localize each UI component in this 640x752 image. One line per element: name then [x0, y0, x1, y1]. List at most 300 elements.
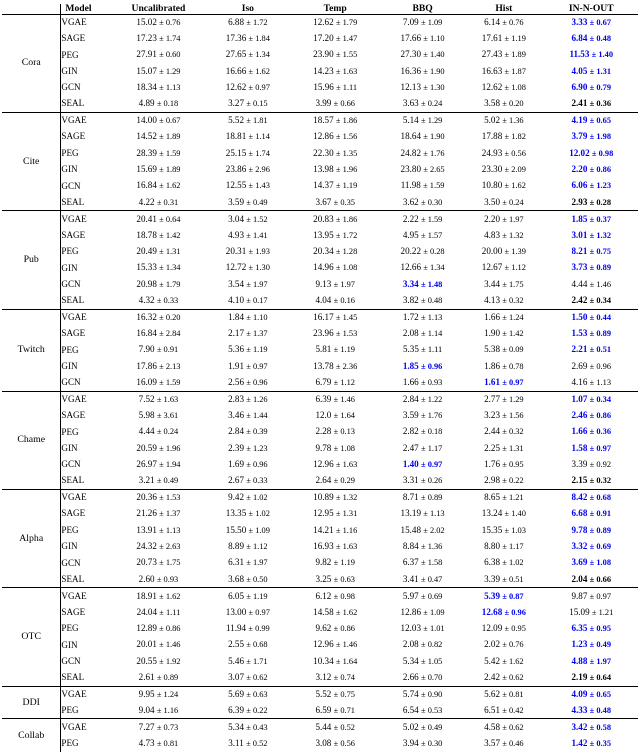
metric-cell: 6.68 ± 0.91 [571, 508, 612, 519]
metric-cell: 12.86 ± 1.56 [313, 131, 358, 142]
metric-cell: 4.58 ± 0.62 [463, 719, 544, 735]
metric-cell: 6.38 ± 1.02 [484, 557, 524, 568]
model-label: GCN [61, 82, 81, 93]
model-label: PEG [61, 623, 79, 634]
metric-cell: 14.21 ± 1.16 [313, 524, 358, 535]
metric-cell: 16.66 ± 1.62 [225, 65, 270, 76]
metric-cell: 27.43 ± 1.89 [481, 49, 526, 60]
metric-cell: 10.89 ± 1.32 [288, 489, 381, 505]
metric-cell: 12.96 ± 1.63 [313, 459, 358, 470]
metric-cell: 6.84 ± 0.48 [571, 32, 612, 43]
metric-cell: 2.41 ± 0.36 [571, 98, 612, 109]
metric-cell: 5.39 ± 0.87 [463, 588, 544, 604]
model-label: PEG [61, 49, 79, 60]
metric-cell: 3.42 ± 0.58 [544, 719, 638, 735]
table-row [2, 571, 638, 587]
model-label: GIN [61, 360, 78, 371]
metric-cell: 12.62 ± 0.97 [225, 82, 270, 93]
table-row [2, 440, 638, 456]
metric-cell: 6.54 ± 0.53 [402, 704, 443, 715]
metric-cell: 13.00 ± 0.97 [225, 606, 270, 617]
metric-cell: 1.66 ± 0.93 [402, 376, 443, 387]
metric-cell: 6.39 ± 0.22 [228, 704, 268, 715]
metric-cell: 20.00 ± 1.39 [481, 246, 526, 257]
metric-cell: 12.13 ± 1.30 [400, 82, 445, 93]
metric-cell: 2.44 ± 0.32 [484, 426, 524, 437]
metric-cell: 17.23 ± 1.74 [136, 32, 181, 43]
metric-cell: 15.96 ± 1.11 [313, 82, 358, 93]
table-row [2, 522, 638, 538]
metric-cell: 2.93 ± 0.28 [571, 196, 612, 207]
metric-cell: 6.12 ± 0.98 [288, 588, 381, 604]
metric-cell: 2.28 ± 0.13 [315, 426, 355, 437]
table-row [2, 621, 638, 637]
table-row [2, 489, 638, 505]
metric-cell: 2.83 ± 1.26 [207, 391, 288, 407]
model-label: SEAL [61, 672, 85, 683]
metric-cell: 11.94 ± 0.99 [225, 623, 270, 634]
metric-cell: 2.42 ± 0.62 [484, 671, 524, 682]
metric-cell: 5.97 ± 0.69 [382, 588, 463, 604]
metric-cell: 9.42 ± 1.02 [207, 489, 288, 505]
table-body [2, 14, 638, 752]
metric-cell: 18.78 ± 1.42 [136, 229, 181, 240]
metric-cell: 14.52 ± 1.89 [136, 131, 181, 142]
metric-cell: 1.76 ± 0.95 [484, 459, 524, 470]
table-row [2, 358, 638, 374]
model-label: SAGE [61, 131, 86, 142]
metric-cell: 6.31 ± 1.97 [228, 557, 268, 568]
table-row [2, 506, 638, 522]
table-row [2, 375, 638, 391]
model-label: GIN [61, 442, 78, 453]
metric-cell: 12.62 ± 1.08 [481, 82, 526, 93]
metric-cell: 3.27 ± 0.15 [228, 98, 268, 109]
model-label: SEAL [61, 98, 85, 109]
model-label: GCN [61, 459, 81, 470]
metric-cell: 15.50 ± 1.09 [225, 524, 270, 535]
metric-cell: 3.73 ± 0.89 [571, 262, 612, 273]
table-row [2, 588, 638, 604]
metric-cell: 2.55 ± 0.68 [228, 639, 268, 650]
metric-cell: 16.84 ± 1.62 [136, 180, 181, 191]
table-row [2, 96, 638, 112]
table-header [2, 4, 638, 14]
metric-cell: 27.65 ± 1.34 [225, 49, 270, 60]
metric-cell: 1.58 ± 0.97 [571, 442, 612, 453]
model-label: SEAL [61, 196, 85, 207]
metric-cell: 17.36 ± 1.84 [225, 32, 270, 43]
metric-cell: 20.55 ± 1.92 [136, 655, 181, 666]
metric-cell: 3.11 ± 0.52 [228, 737, 268, 748]
header-row [2, 4, 638, 14]
metric-cell: 12.55 ± 1.43 [225, 180, 270, 191]
table-row [2, 342, 638, 358]
table-row [2, 604, 638, 620]
metric-cell: 5.81 ± 1.19 [315, 344, 355, 355]
metric-cell: 13.95 ± 1.72 [313, 229, 358, 240]
model-label: VGAE [61, 686, 110, 702]
model-label: VGAE [61, 391, 110, 407]
metric-cell: 9.13 ± 1.97 [315, 278, 355, 289]
metric-cell: 15.48 ± 2.02 [400, 524, 445, 535]
model-label: PEG [61, 524, 79, 535]
metric-cell: 12.96 ± 1.46 [313, 639, 358, 650]
metric-cell: 2.66 ± 0.70 [402, 671, 443, 682]
model-label: VGAE [61, 719, 110, 735]
table-row [2, 227, 638, 243]
metric-cell: 8.71 ± 0.89 [382, 489, 463, 505]
metric-cell: 7.27 ± 0.73 [110, 719, 208, 735]
metric-cell: 7.90 ± 0.91 [138, 344, 179, 355]
model-label: SAGE [61, 410, 86, 421]
metric-cell: 5.52 ± 0.75 [288, 686, 381, 702]
metric-cell: 28.39 ± 1.59 [136, 147, 181, 158]
metric-cell: 5.14 ± 1.29 [382, 112, 463, 128]
metric-cell: 25.15 ± 1.74 [225, 147, 270, 158]
model-label: PEG [61, 737, 79, 748]
metric-cell: 3.99 ± 0.66 [315, 98, 355, 109]
metric-cell: 4.22 ± 0.31 [138, 196, 179, 207]
metric-cell: 14.00 ± 0.67 [110, 112, 208, 128]
metric-cell: 2.02 ± 0.76 [484, 639, 524, 650]
metric-cell: 3.32 ± 0.69 [571, 541, 612, 552]
metric-cell: 15.35 ± 1.03 [481, 524, 526, 535]
metric-cell: 4.44 ± 1.46 [571, 278, 612, 289]
metric-cell: 12.03 ± 1.01 [400, 623, 445, 634]
metric-cell: 16.84 ± 2.84 [136, 328, 181, 338]
metric-cell: 13.78 ± 2.36 [313, 360, 358, 371]
metric-cell: 2.64 ± 0.29 [315, 475, 355, 486]
dataset-label: DDI [2, 686, 61, 719]
metric-cell: 20.59 ± 1.96 [136, 442, 181, 453]
metric-cell: 16.32 ± 0.20 [110, 309, 208, 325]
metric-cell: 3.44 ± 1.75 [484, 278, 524, 289]
model-label: GIN [61, 541, 78, 552]
model-label: PEG [61, 704, 79, 715]
model-label: SEAL [61, 295, 85, 306]
metric-cell: 7.52 ± 1.63 [110, 391, 208, 407]
model-label: VGAE [61, 16, 87, 27]
metric-cell: 5.38 ± 0.09 [484, 344, 524, 355]
metric-cell: 8.21 ± 0.75 [571, 246, 612, 257]
metric-cell: 9.87 ± 0.97 [544, 588, 638, 604]
dataset-label: Chame [2, 391, 61, 489]
model-label: GIN [61, 262, 78, 273]
table-row [2, 473, 638, 489]
metric-cell: 24.04 ± 1.11 [136, 606, 181, 617]
metric-cell: 3.57 ± 0.46 [484, 737, 524, 748]
metric-cell: 4.73 ± 0.81 [138, 737, 179, 748]
metric-cell: 5.34 ± 1.05 [402, 655, 443, 666]
metric-cell: 4.19 ± 0.65 [544, 112, 638, 128]
model-label: SAGE [61, 606, 86, 617]
metric-cell: 27.91 ± 0.60 [136, 49, 181, 60]
table-row [2, 703, 638, 719]
metric-cell: 17.61 ± 1.19 [481, 32, 526, 43]
metric-cell: 4.13 ± 0.32 [484, 294, 524, 305]
metric-cell: 4.33 ± 0.48 [571, 704, 612, 715]
metric-cell: 3.46 ± 1.44 [228, 409, 268, 420]
metric-cell: 2.46 ± 0.86 [571, 409, 612, 420]
metric-cell: 4.10 ± 0.17 [228, 294, 268, 305]
metric-cell: 5.46 ± 1.71 [228, 655, 268, 666]
metric-cell: 18.64 ± 1.90 [400, 131, 445, 142]
model-label: GIN [61, 164, 78, 175]
metric-cell: 3.79 ± 1.98 [571, 131, 612, 142]
metric-cell: 5.36 ± 1.19 [228, 344, 268, 355]
metric-cell: 3.39 ± 0.51 [484, 573, 524, 584]
metric-cell: 18.81 ± 1.14 [225, 131, 270, 142]
table-row [2, 211, 638, 227]
metric-cell: 12.68 ± 0.96 [481, 606, 526, 617]
metric-cell: 17.66 ± 1.10 [400, 32, 445, 43]
metric-cell: 3.68 ± 0.50 [228, 573, 268, 584]
metric-cell: 3.67 ± 0.35 [315, 196, 355, 207]
metric-cell: 12.66 ± 1.34 [400, 262, 445, 273]
metric-cell: 6.59 ± 0.71 [315, 704, 355, 715]
metric-cell: 12.72 ± 1.30 [225, 262, 270, 273]
metric-cell: 1.85 ± 0.96 [402, 360, 443, 371]
model-label: VGAE [61, 588, 110, 604]
header-bbq: BBQ [382, 4, 463, 14]
model-label: GCN [61, 377, 81, 388]
model-label: SAGE [61, 33, 86, 44]
table-row [2, 14, 638, 30]
dataset-label: OTC [2, 588, 61, 686]
metric-cell: 4.32 ± 0.33 [138, 294, 179, 305]
metric-cell: 2.04 ± 0.66 [571, 573, 612, 584]
metric-cell: 5.42 ± 1.62 [484, 655, 524, 666]
table-row [2, 178, 638, 194]
model-label: GIN [61, 639, 78, 650]
metric-cell: 5.74 ± 0.90 [382, 686, 463, 702]
table-row [2, 539, 638, 555]
model-label: GCN [61, 278, 81, 289]
metric-cell: 9.62 ± 0.86 [315, 623, 355, 634]
header-in-n-out: IN-N-OUT [544, 4, 638, 14]
table-row [2, 735, 638, 751]
table-row [2, 457, 638, 473]
metric-cell: 1.69 ± 0.96 [228, 459, 268, 470]
metric-cell: 1.53 ± 0.89 [571, 328, 612, 338]
table-row [2, 555, 638, 571]
metric-cell: 23.90 ± 1.55 [313, 49, 358, 60]
metric-cell: 1.61 ± 0.97 [484, 376, 524, 387]
metric-cell: 1.91 ± 0.97 [228, 360, 268, 371]
metric-cell: 6.35 ± 0.95 [571, 623, 612, 634]
table-row [2, 244, 638, 260]
metric-cell: 3.23 ± 1.56 [484, 409, 524, 420]
metric-cell: 5.69 ± 0.63 [207, 686, 288, 702]
metric-cell: 6.14 ± 0.76 [484, 16, 524, 27]
header-dataset [2, 4, 61, 14]
dataset-label: Collab [2, 719, 61, 752]
metric-cell: 22.30 ± 1.35 [313, 147, 358, 158]
metric-cell: 12.62 ± 1.79 [313, 16, 358, 27]
metric-cell: 23.80 ± 2.65 [400, 164, 445, 175]
metric-cell: 2.84 ± 0.39 [228, 426, 268, 437]
metric-cell: 6.51 ± 0.42 [484, 704, 524, 715]
metric-cell: 16.17 ± 1.45 [288, 309, 381, 325]
table-row [2, 80, 638, 96]
metric-cell: 18.91 ± 1.62 [110, 588, 208, 604]
metric-cell: 2.77 ± 1.29 [463, 391, 544, 407]
metric-cell: 1.40 ± 0.97 [402, 459, 443, 470]
metric-cell: 3.94 ± 0.30 [402, 737, 443, 748]
table-row [2, 30, 638, 46]
metric-cell: 23.96 ± 1.53 [313, 328, 358, 338]
metric-cell: 5.98 ± 3.61 [138, 409, 179, 420]
metric-cell: 2.82 ± 0.18 [402, 426, 443, 437]
table-row [2, 309, 638, 325]
metric-cell: 15.02 ± 0.76 [136, 16, 181, 27]
metric-cell: 3.31 ± 0.26 [402, 475, 443, 486]
metric-cell: 12.09 ± 0.95 [481, 623, 526, 634]
table-row [2, 293, 638, 309]
metric-cell: 11.98 ± 1.59 [400, 180, 445, 191]
metric-cell: 20.01 ± 1.46 [136, 639, 181, 650]
metric-cell: 5.35 ± 1.11 [402, 344, 443, 355]
metric-cell: 20.36 ± 1.53 [110, 489, 208, 505]
metric-cell: 1.84 ± 1.10 [207, 309, 288, 325]
metric-cell: 8.89 ± 1.12 [228, 541, 268, 552]
metric-cell: 3.59 ± 1.76 [402, 409, 443, 420]
metric-cell: 10.34 ± 1.64 [313, 655, 358, 666]
metric-cell: 5.34 ± 0.43 [207, 719, 288, 735]
metric-cell: 14.96 ± 1.08 [313, 262, 358, 273]
metric-cell: 20.34 ± 1.28 [313, 246, 358, 257]
metric-cell: 2.21 ± 0.51 [571, 344, 612, 355]
metric-cell: 3.21 ± 0.49 [138, 475, 179, 486]
metric-cell: 2.67 ± 0.33 [228, 475, 268, 486]
metric-cell: 20.49 ± 1.31 [136, 246, 181, 257]
metric-cell: 1.66 ± 1.24 [463, 309, 544, 325]
model-label: VGAE [61, 112, 110, 128]
metric-cell: 1.50 ± 0.44 [544, 309, 638, 325]
metric-cell: 6.05 ± 1.19 [207, 588, 288, 604]
metric-cell: 15.69 ± 1.89 [136, 164, 181, 175]
dataset-label: Cite [2, 112, 61, 210]
metric-cell: 3.04 ± 1.52 [207, 211, 288, 227]
metric-cell: 2.25 ± 1.31 [484, 442, 524, 453]
metric-cell: 21.26 ± 1.37 [136, 508, 181, 519]
metric-cell: 6.90 ± 0.79 [571, 82, 612, 93]
metric-cell: 3.41 ± 0.47 [402, 573, 443, 584]
metric-cell: 27.30 ± 1.40 [400, 49, 445, 60]
metric-cell: 2.20 ± 0.86 [571, 164, 612, 175]
metric-cell: 3.82 ± 0.48 [402, 294, 443, 305]
table-row [2, 145, 638, 161]
metric-cell: 4.93 ± 1.41 [228, 229, 268, 240]
metric-cell: 2.22 ± 1.59 [382, 211, 463, 227]
metric-cell: 12.67 ± 1.12 [481, 262, 526, 273]
metric-cell: 1.07 ± 0.34 [544, 391, 638, 407]
metric-cell: 16.09 ± 1.59 [136, 376, 181, 387]
table-row [2, 112, 638, 128]
metric-cell: 17.20 ± 1.47 [313, 32, 358, 43]
metric-cell: 2.60 ± 0.93 [138, 573, 179, 584]
metric-cell: 20.98 ± 1.79 [136, 278, 181, 289]
metric-cell: 17.88 ± 1.82 [481, 131, 526, 142]
metric-cell: 1.86 ± 0.78 [484, 360, 524, 371]
metric-cell: 17.86 ± 2.13 [136, 360, 181, 371]
model-label: SEAL [61, 475, 85, 486]
table-row [2, 407, 638, 423]
metric-cell: 3.54 ± 1.97 [228, 278, 268, 289]
metric-cell: 3.58 ± 0.20 [484, 98, 524, 109]
metric-cell: 2.19 ± 0.64 [571, 671, 612, 682]
metric-cell: 4.16 ± 1.13 [571, 376, 612, 387]
metric-cell: 23.30 ± 2.09 [481, 164, 526, 175]
metric-cell: 13.35 ± 1.02 [225, 508, 270, 519]
metric-cell: 24.93 ± 0.56 [481, 147, 526, 158]
metric-cell: 2.39 ± 1.23 [228, 442, 268, 453]
metric-cell: 15.09 ± 1.21 [569, 606, 614, 617]
metric-cell: 2.98 ± 0.22 [484, 475, 524, 486]
table-row [2, 162, 638, 178]
table-row [2, 260, 638, 276]
metric-cell: 3.59 ± 0.49 [228, 196, 268, 207]
metric-cell: 3.12 ± 0.74 [315, 671, 355, 682]
model-label: GIN [61, 65, 78, 76]
table-row [2, 129, 638, 145]
metric-cell: 12.95 ± 1.31 [313, 508, 358, 519]
metric-cell: 13.91 ± 1.13 [136, 524, 181, 535]
metric-cell: 2.17 ± 1.37 [228, 328, 268, 338]
metric-cell: 15.33 ± 1.34 [136, 262, 181, 273]
dataset-label: Alpha [2, 489, 61, 587]
model-label: GCN [61, 557, 81, 568]
metric-cell: 2.42 ± 0.34 [571, 294, 612, 305]
metric-cell: 1.90 ± 1.42 [484, 328, 524, 338]
metric-cell: 23.86 ± 2.96 [225, 164, 270, 175]
metric-cell: 18.57 ± 1.86 [288, 112, 381, 128]
metric-cell: 4.88 ± 1.97 [571, 655, 612, 666]
metric-cell: 16.36 ± 1.90 [400, 65, 445, 76]
metric-cell: 3.63 ± 0.24 [402, 98, 443, 109]
metric-cell: 2.15 ± 0.32 [571, 475, 612, 486]
metric-cell: 13.98 ± 1.96 [313, 164, 358, 175]
metric-cell: 16.63 ± 1.87 [481, 65, 526, 76]
metric-cell: 2.61 ± 0.89 [138, 671, 179, 682]
metric-cell: 6.39 ± 1.46 [288, 391, 381, 407]
metric-cell: 20.83 ± 1.86 [288, 211, 381, 227]
metric-cell: 14.37 ± 1.19 [313, 180, 358, 191]
metric-cell: 13.19 ± 1.13 [400, 508, 445, 519]
metric-cell: 3.50 ± 0.24 [484, 196, 524, 207]
metric-cell: 2.08 ± 1.14 [402, 328, 443, 338]
metric-cell: 2.84 ± 1.22 [382, 391, 463, 407]
metric-cell: 8.42 ± 0.68 [544, 489, 638, 505]
metric-cell: 13.24 ± 1.40 [481, 508, 526, 519]
metric-cell: 24.32 ± 2.63 [136, 541, 181, 552]
table-row [2, 194, 638, 210]
metric-cell: 20.41 ± 0.64 [110, 211, 208, 227]
metric-cell: 1.72 ± 1.13 [382, 309, 463, 325]
metric-cell: 3.39 ± 0.92 [571, 459, 612, 470]
metric-cell: 14.58 ± 1.62 [313, 606, 358, 617]
metric-cell: 20.31 ± 1.93 [225, 246, 270, 257]
model-label: SAGE [61, 229, 86, 240]
model-label: PEG [61, 426, 79, 437]
metric-cell: 11.53 ± 1.40 [569, 49, 614, 60]
metric-cell: 4.44 ± 0.24 [138, 426, 179, 437]
metric-cell: 4.04 ± 0.16 [315, 294, 355, 305]
metric-cell: 18.34 ± 1.13 [136, 82, 181, 93]
metric-cell: 24.82 ± 1.76 [400, 147, 445, 158]
model-label: PEG [61, 246, 79, 257]
